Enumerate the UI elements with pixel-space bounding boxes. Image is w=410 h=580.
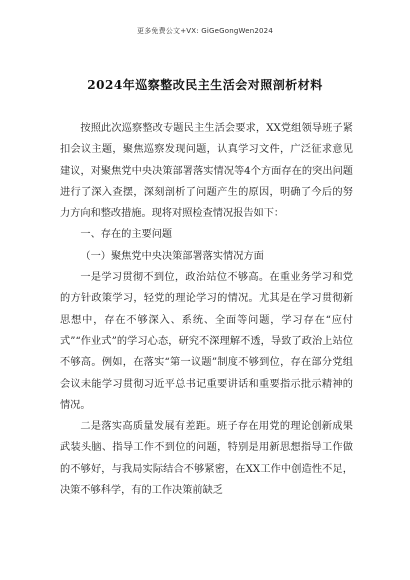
header-watermark: 更多免费公文+VX: GiGeGongWen2024 [137, 27, 273, 35]
body-paragraph: 二是落实高质量发展有差距。班子存在用党的理论创新成果武装头脑、指导工作不到位的问题，特别是用新思想指导工作做的不够好，与我局实际结合不够紧密，在XX工作中创造性不足，决策不够科学，有的工作决策前缺乏 [60, 421, 353, 497]
document-body [60, 118, 353, 501]
body-paragraph: 一是学习贯彻不到位，政治站位不够高。在重业务学习和党的方针政策学习，轻党的理论学习的情况。尤其是在学习贯彻新思想中，存在不够深入、系统、全面等问题，学习存在“应付式”“作业式”的学习心态，研究不深理解不透，导致了政治上站位不够高。例如，在落实“第一议题”制度不够到位，存在部分党组会议未能学习贯彻习近平总书记重要讲话和重要指示批示精神的情况。 [60, 272, 353, 411]
document-title: 2024年巡察整改民主生活会对照剖析材料 [87, 78, 323, 92]
intro-paragraph: 按照此次巡察整改专题民主生活会要求，XX党组领导班子紧扣会议主题，聚焦巡察发现问题，认真学习文件，广泛征求意见建议，对聚焦党中央决策部署落实情况等4个方面存在的突出问题进行了深入查摆，深刻剖析了问题产生的原因，明确了今后的努力方向和整改措施。现将对照检查情况报告如下： [60, 123, 353, 220]
subsection-heading: （一）聚焦党中央决策部署落实情况方面 [80, 250, 264, 262]
section-heading: 一、存在的主要问题 [80, 229, 173, 241]
